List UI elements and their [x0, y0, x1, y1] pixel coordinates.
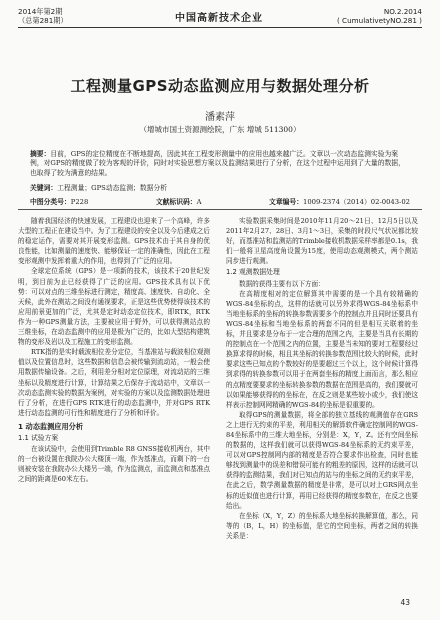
document-code [156, 196, 202, 206]
meta-rule [18, 209, 422, 210]
paragraph: 取得GPS的测量数据，将全部的独立基线的观测值存在GRS之上进行无约束的平差，利用相关的解算软件确定控制网的WGS-84坐标系中的三维大地坐标，分别是：X，Y，Z。还有空间坐标的数据的，这样我们就可以获得WGS-84坐标系的无约束平差，可以对GPS控制网内部的精度是否符合要求作出检查，同时也能够找到测量中的误差和错误可能有的粗差的原因，这样的话就可以获得的监测结果，我们对已知点的站与的坐标之间的无约束平差，在此之后，数学测量数据的精度是非常，是可以对上GRS网点坐标的近似值也进行计算，再用已经获得的精度参数在，在反之也要给出。 [226, 410, 418, 510]
paragraph: 实验数据采集时间是2010年11月20～21日、12月5日以及2011年2月27、28日、3月1～3日，采集的时段尺气状况都比较好，而基准站和监测站的Trimble接收机数据采样率都是0.1s，我们一般将卫星高度角设置为15度，使用动态观测模式，两个测站同步进行观测。 [226, 217, 418, 266]
subsection-heading: 1.1 试验方案 [18, 433, 59, 442]
author-affiliation: （增城市国土资源测绘院，广东 增城 511300） [139, 125, 301, 134]
issue-info-en [337, 7, 422, 25]
clc-number [30, 196, 88, 206]
doc-value: A [196, 198, 202, 206]
paragraph: 在坐标（X，Y，Z）的坐标系大地坐标转换解算值，那么，同等的（B，L，H）的坐标值，是它的空间坐标，两者之间的转换关系是： [226, 511, 418, 540]
clc-value: P228 [70, 198, 89, 206]
id-label: 文章编号： [269, 198, 304, 206]
abstract-label: 摘要： [30, 150, 51, 158]
keywords-text: 工程测量；GPS动态监测；数据分析 [57, 184, 168, 192]
issue-total-line: （总第281期） [18, 16, 68, 25]
right-column [226, 216, 418, 541]
article-id [269, 196, 410, 206]
paragraph: 全球定位系统（GPS）是一项新的技术，该技术于20世纪发明，到目前为止已经获得了广泛的应用。GPS技术具有以下优势：可以对点的三维坐标进行测定，精度高、速度快、自动化、全天候，此外在测站之间没有通视要求，正是这些优势使得该技术的应用前景更加的广泛，尤其是定时动态定位技术，即RTK，RTK作为一种GPS测量方法，主要被应用于野外，可以获得测站点的三维坐标，在动态监测中的应用是极为广泛的，比如大型结构建筑物的变形及岩以及工程施工的变形监测。 [18, 267, 210, 347]
paragraph: 在该试验中，会使用到Trimble R8 GNSS接收机两台，其中的一台被设置在我院办公大楼顶一端，作为基准点，而剩下的一台则被安装在我院办公大楼另一端，作为监测点，而监测点和基准点之间的距离是60米左右。 [18, 445, 210, 484]
header-rule [18, 27, 422, 28]
abstract [30, 150, 410, 178]
issue-line: 2014年第2期 [18, 7, 63, 16]
paragraph: 随着我国经济的快速发展，工程建设也迎来了一个高峰，许多大型的工程正在建设当中。为了工程建设的安全以及今后建成之后的稳定运作，需要对其开展变形监测。GPS技术由于其自身的优良性能，比如测量的速度快、能够保证一定的准确性，因此在工程变形观测中发挥着重大的作用，也得到了广泛的应用。 [18, 217, 210, 266]
article-title: 工程测量GPS动态监测应用与数据处理分析 [70, 77, 370, 95]
doc-label: 文献标识码： [155, 198, 197, 206]
paragraph: 在高精度相对的定位解算其中需要的是一个具有较精确的WGS-84坐标的点，这样的话就可以另外求得WGS-84坐标系中当地坐标系的坐标的转换参数需要多个的控制点并且同时还要具有WGS-84坐标和当地坐标系的两套不同的但是相互关联着的坐标，并且要求是分布于一定合理的范围之内，主要是当具有长期的的控制点在一个范围之内的位置，主要是当未知的要对工程要经过换算求得的时候，相且其坐标的转换参数范围比较大的时候，此时要求这些已知点的个数较好的是要超过三个以上，这个时候计算得到求得的转换参数可以用于在两套坐标的精度上面而言，那么相应的点精度要要求的坐标转换参数的数据在范围是高的，我们要就可以如果能够获得的的坐标在，在反之则是某些较小或少，我们使这样表示控制网网精确的WGS-84的坐标是很重要的。 [226, 289, 418, 409]
journal-logo: 中国高新技术企业 [175, 13, 263, 24]
abstract-text: 目前，GPS的定位精度在不断地提高，因此其在工程变形测量中的应用也越来越广泛。文章以一次动态监测实验为案例，对GPS的精度做了较为客观的评价，同时对实验思想方案以及监测结果进行了分析，在这个过程中运用到了大量的数据，也取得了较为满意的结果。 [30, 150, 405, 177]
page-number: 43 [400, 598, 410, 607]
paragraph: RTK指的是实时载波相位差分定位，当基准站与载波相位观测值以及位置信息时，这些数据和信息会被传输到流动站，一般会使用数据传输设备。之后，利用差分相对定位原理，对流动站的三维坐标以及精度进行计算，计算结果之后保存于流动站中，文章以一次动态监测实验的数据为案例，对实验的方案以及监测数据处理进行了分析，在进行GPS RTK进行的动态监测中，并对GPS RTK进行动态监测的可行性和精度进行了分析和评价。 [18, 348, 211, 417]
paragraph: 数据的获得主要有以下方面： [239, 279, 325, 288]
article-author: 潘素萍 [205, 112, 235, 123]
cumulative-number: ( CumulativetyNO.281 ) [336, 16, 422, 25]
article-meta [30, 196, 410, 206]
keywords-label: 关键词： [30, 184, 58, 192]
left-column [18, 216, 210, 484]
subsection-heading: 1.2 观测数据处理 [226, 268, 280, 277]
issue-number: NO.2.2014 [383, 7, 422, 16]
clc-label: 中图分类号： [30, 198, 71, 206]
id-value: 1009-2374（2014）02-0043-02 [303, 198, 410, 206]
issue-info [18, 7, 68, 25]
section-heading: 1 动态监测应用分析 [18, 421, 84, 431]
keywords [30, 182, 410, 192]
